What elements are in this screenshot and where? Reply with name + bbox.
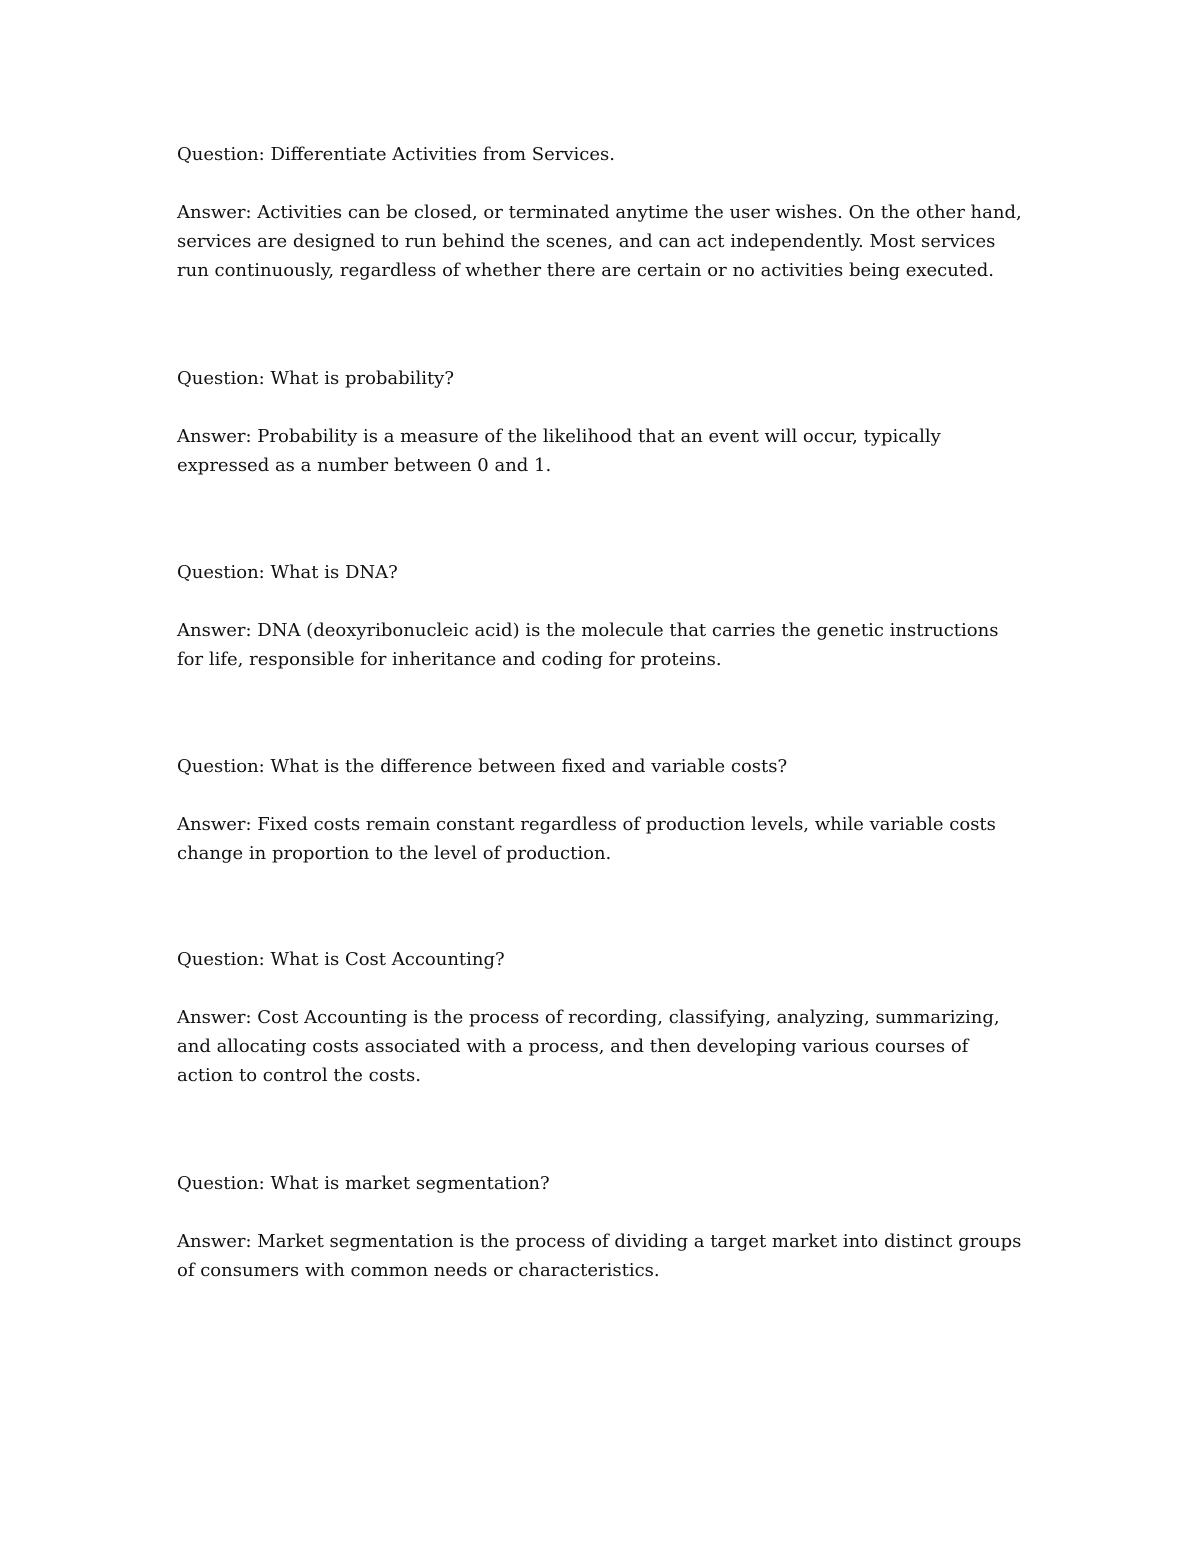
answer-text: Answer: Activities can be closed, or terminated anytime the user wishes. On the other hand, services are designed to run behind the scenes, and can act independently. Most services run continuously, regardless of whether there are certain or no activities being executed. [177,202,1022,281]
qa-block [177,752,1027,868]
qa-block [177,140,1027,285]
qa-block [177,558,1027,674]
question-text: Question: What is DNA? [177,562,398,583]
answer-text: Answer: DNA (deoxyribonucleic acid) is the molecule that carries the genetic instructions for life, responsible for inheritance and coding for proteins. [177,620,999,670]
answer-text: Answer: Probability is a measure of the likelihood that an event will occur, typically expressed as a number between 0 and 1. [177,426,941,476]
qa-block [177,364,1027,480]
question-text: Question: What is the difference between fixed and variable costs? [177,756,788,777]
question-text: Question: What is probability? [177,368,455,389]
qa-block [177,1169,1027,1285]
answer-text: Answer: Market segmentation is the process of dividing a target market into distinct groups of consumers with common needs or characteristics. [177,1231,1022,1281]
answer-text: Answer: Cost Accounting is the process of recording, classifying, analyzing, summarizing, and allocating costs associated with a process, and then developing various courses of action to control the costs. [177,1007,1000,1086]
question-text: Question: What is market segmentation? [177,1173,550,1194]
question-text: Question: What is Cost Accounting? [177,949,505,970]
answer-text: Answer: Fixed costs remain constant regardless of production levels, while variable costs change in proportion to the level of production. [177,814,996,864]
qa-block [177,945,1027,1090]
question-text: Question: Differentiate Activities from Services. [177,144,615,165]
